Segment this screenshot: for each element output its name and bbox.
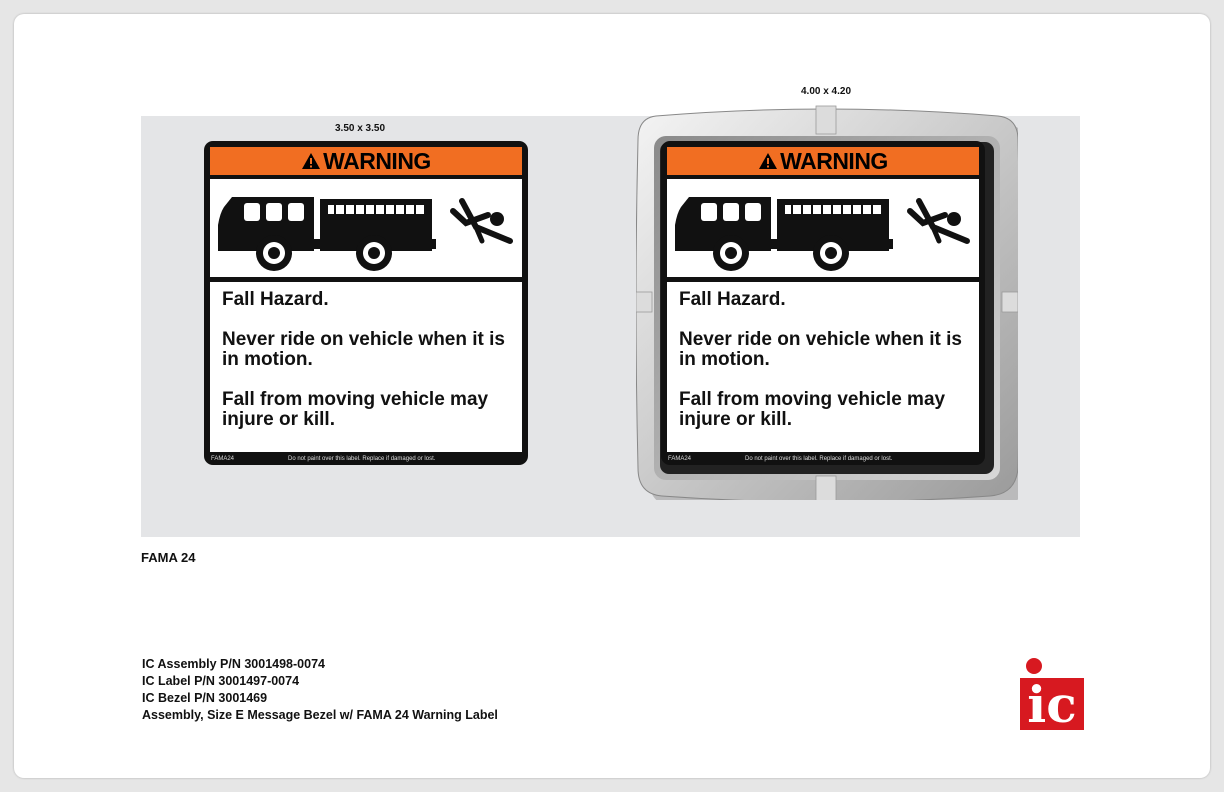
warning-header-text: WARNING — [323, 147, 431, 174]
label-note: Do not paint over this label. Replace if damaged or lost. — [288, 456, 436, 462]
warning-triangle-icon — [758, 152, 778, 170]
dimension-label-left: 3.50 x 3.50 — [334, 123, 386, 134]
vehicle-fall-hazard-icon — [667, 179, 979, 277]
message-panel — [210, 282, 522, 452]
part-number-list — [142, 656, 498, 724]
label-code: FAMA24 — [668, 456, 692, 462]
warning-label-left — [204, 141, 528, 465]
vehicle-fall-hazard-icon — [210, 179, 522, 277]
message-line-2: Never ride on vehicle when it is in motion. — [679, 329, 962, 370]
warning-triangle-icon — [301, 152, 321, 170]
message-line-3: Fall from moving vehicle may injure or kill. — [222, 389, 489, 430]
warning-header — [667, 147, 979, 175]
product-title: FAMA 24 — [141, 550, 196, 565]
message-line-3: Fall from moving vehicle may injure or kill. — [679, 389, 946, 430]
ic-logo — [1020, 656, 1084, 730]
label-footer — [204, 453, 528, 465]
message-line-1: Fall Hazard. — [222, 289, 329, 310]
part-line: IC Label P/N 3001497-0074 — [142, 674, 300, 688]
pictogram-panel — [667, 179, 979, 277]
part-line: IC Bezel P/N 3001469 — [142, 691, 268, 705]
label-note: Do not paint over this label. Replace if damaged or lost. — [745, 456, 893, 462]
dimension-label-right: 4.00 x 4.20 — [800, 86, 852, 97]
part-line: Assembly, Size E Message Bezel w/ FAMA 24 Warning Label — [142, 708, 498, 722]
warning-label-right — [661, 141, 985, 465]
pictogram-panel — [210, 179, 522, 277]
message-line-1: Fall Hazard. — [679, 289, 786, 310]
part-line: IC Assembly P/N 3001498-0074 — [142, 657, 325, 671]
label-code: FAMA24 — [211, 456, 235, 462]
ic-logo-text: ic — [1027, 675, 1077, 730]
message-line-2: Never ride on vehicle when it is in motion. — [222, 329, 505, 370]
label-footer — [661, 453, 985, 465]
warning-header — [210, 147, 522, 175]
warning-header-text: WARNING — [780, 147, 888, 174]
message-panel — [667, 282, 979, 452]
